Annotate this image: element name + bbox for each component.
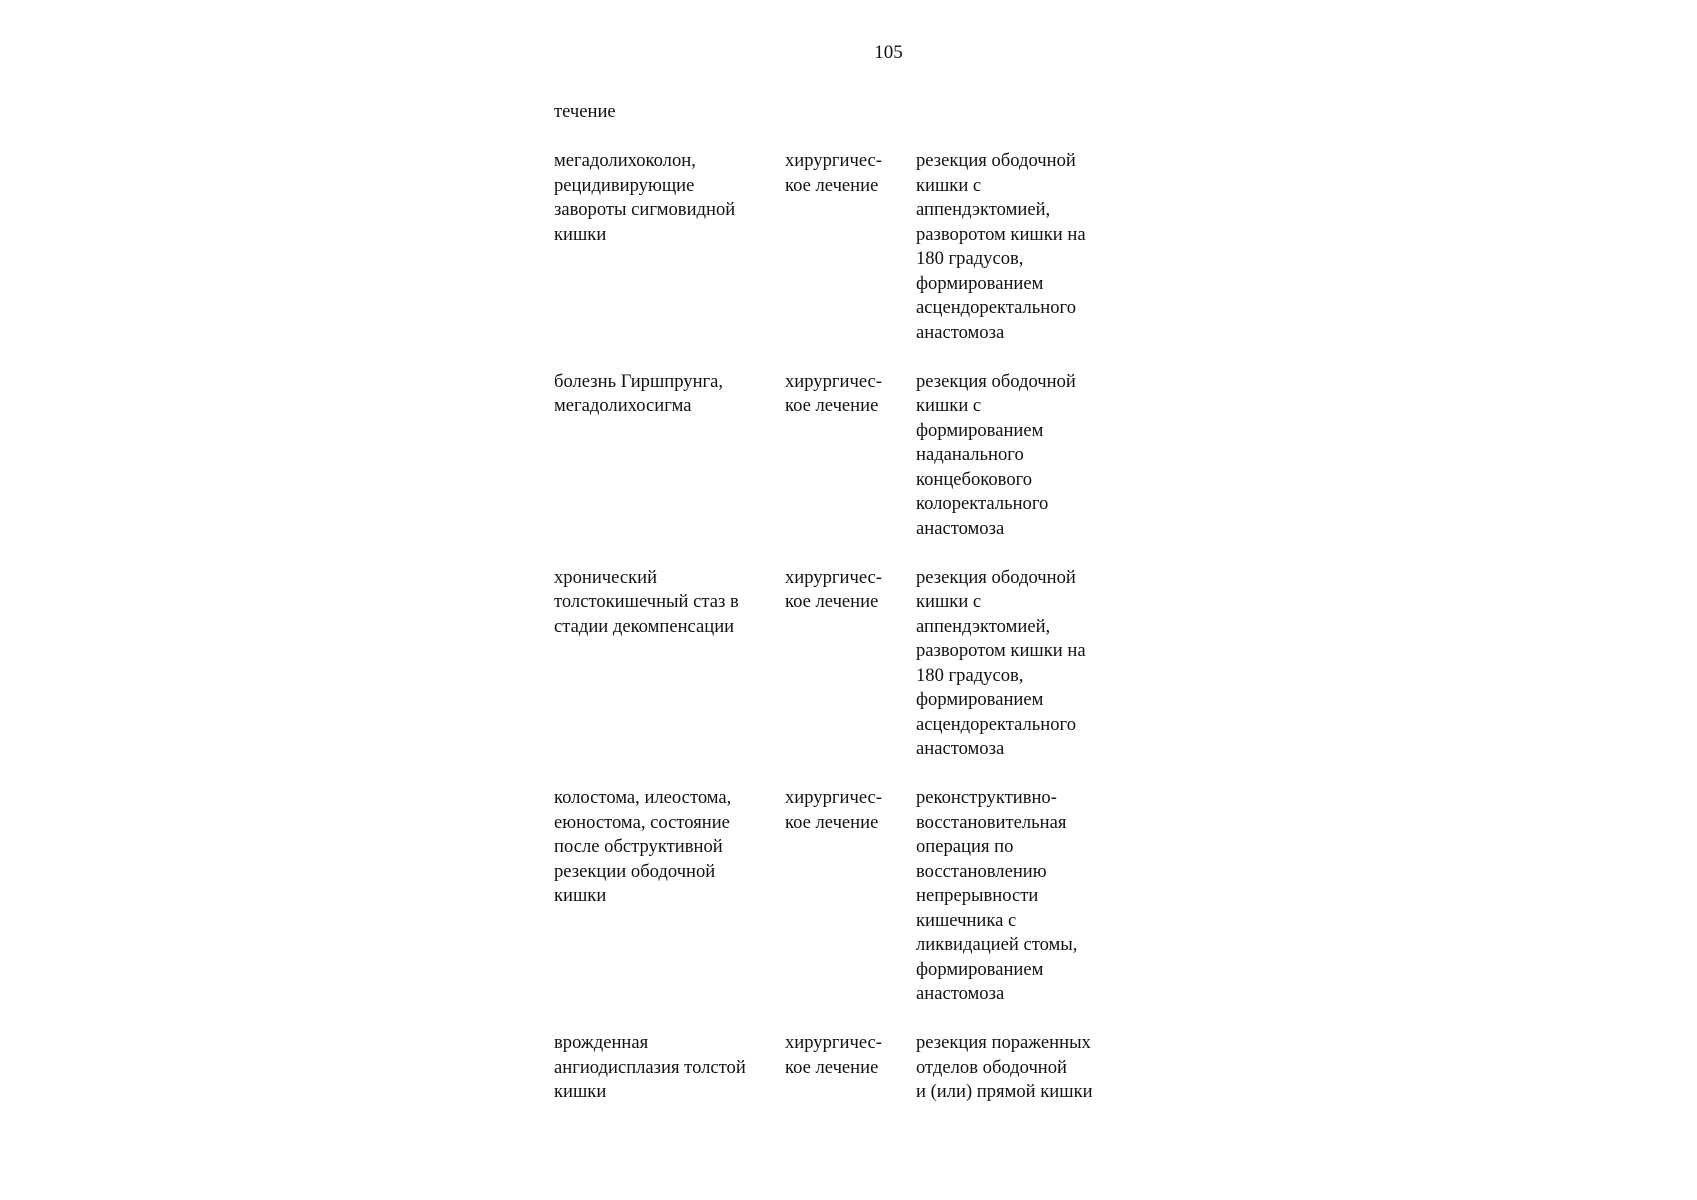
condition-cell: колостома, илеостома, еюностома, состояние после обструктивной резекции ободочной кишки bbox=[554, 787, 732, 906]
treatment-type-cell: хирургичес- кое лечение bbox=[785, 787, 882, 833]
condition-cell: врожденная ангиодисплазия толстой кишки bbox=[554, 1032, 746, 1102]
table-row bbox=[554, 1031, 1126, 1105]
treatment-method-cell: резекция ободочной кишки с аппендэктомией, разворотом кишки на 180 градусов, формированием асцендоректального анастомоза bbox=[916, 150, 1086, 343]
condition-cell: болезнь Гиршпрунга, мегадолихосигма bbox=[554, 370, 724, 416]
treatment-method-cell: резекция пораженных отделов ободочной и (или) прямой кишки bbox=[916, 1032, 1093, 1102]
treatment-table bbox=[554, 149, 1126, 1129]
condition-cell: мегадолихоколон, рецидивирующие завороты сигмовидной кишки bbox=[554, 150, 736, 245]
treatment-type-cell: хирургичес- кое лечение bbox=[785, 150, 882, 196]
treatment-type-cell: хирургичес- кое лечение bbox=[785, 1032, 882, 1078]
table-row bbox=[554, 149, 1126, 345]
table-row bbox=[554, 786, 1126, 1007]
treatment-method-cell: реконструктивно- восстановительная операция по восстановлению непрерывности кишечника с ликвидацией стомы, формированием анастомоза bbox=[916, 787, 1078, 1004]
treatment-type-cell: хирургичес- кое лечение bbox=[785, 566, 882, 612]
treatment-method-cell: резекция ободочной кишки с формированием наданального концебокового колоректального анастомоза bbox=[916, 370, 1076, 539]
condition-cell: хронический толстокишечный стаз в стадии декомпенсации bbox=[554, 566, 739, 637]
carryover-text: течение bbox=[554, 101, 616, 122]
table-row bbox=[554, 566, 1126, 762]
treatment-method-cell: резекция ободочной кишки с аппендэктомией, разворотом кишки на 180 градусов, формированием асцендоректального анастомоза bbox=[916, 566, 1086, 759]
table-row bbox=[554, 370, 1126, 542]
treatment-type-cell: хирургичес- кое лечение bbox=[785, 370, 882, 416]
page-number: 105 bbox=[874, 42, 903, 63]
